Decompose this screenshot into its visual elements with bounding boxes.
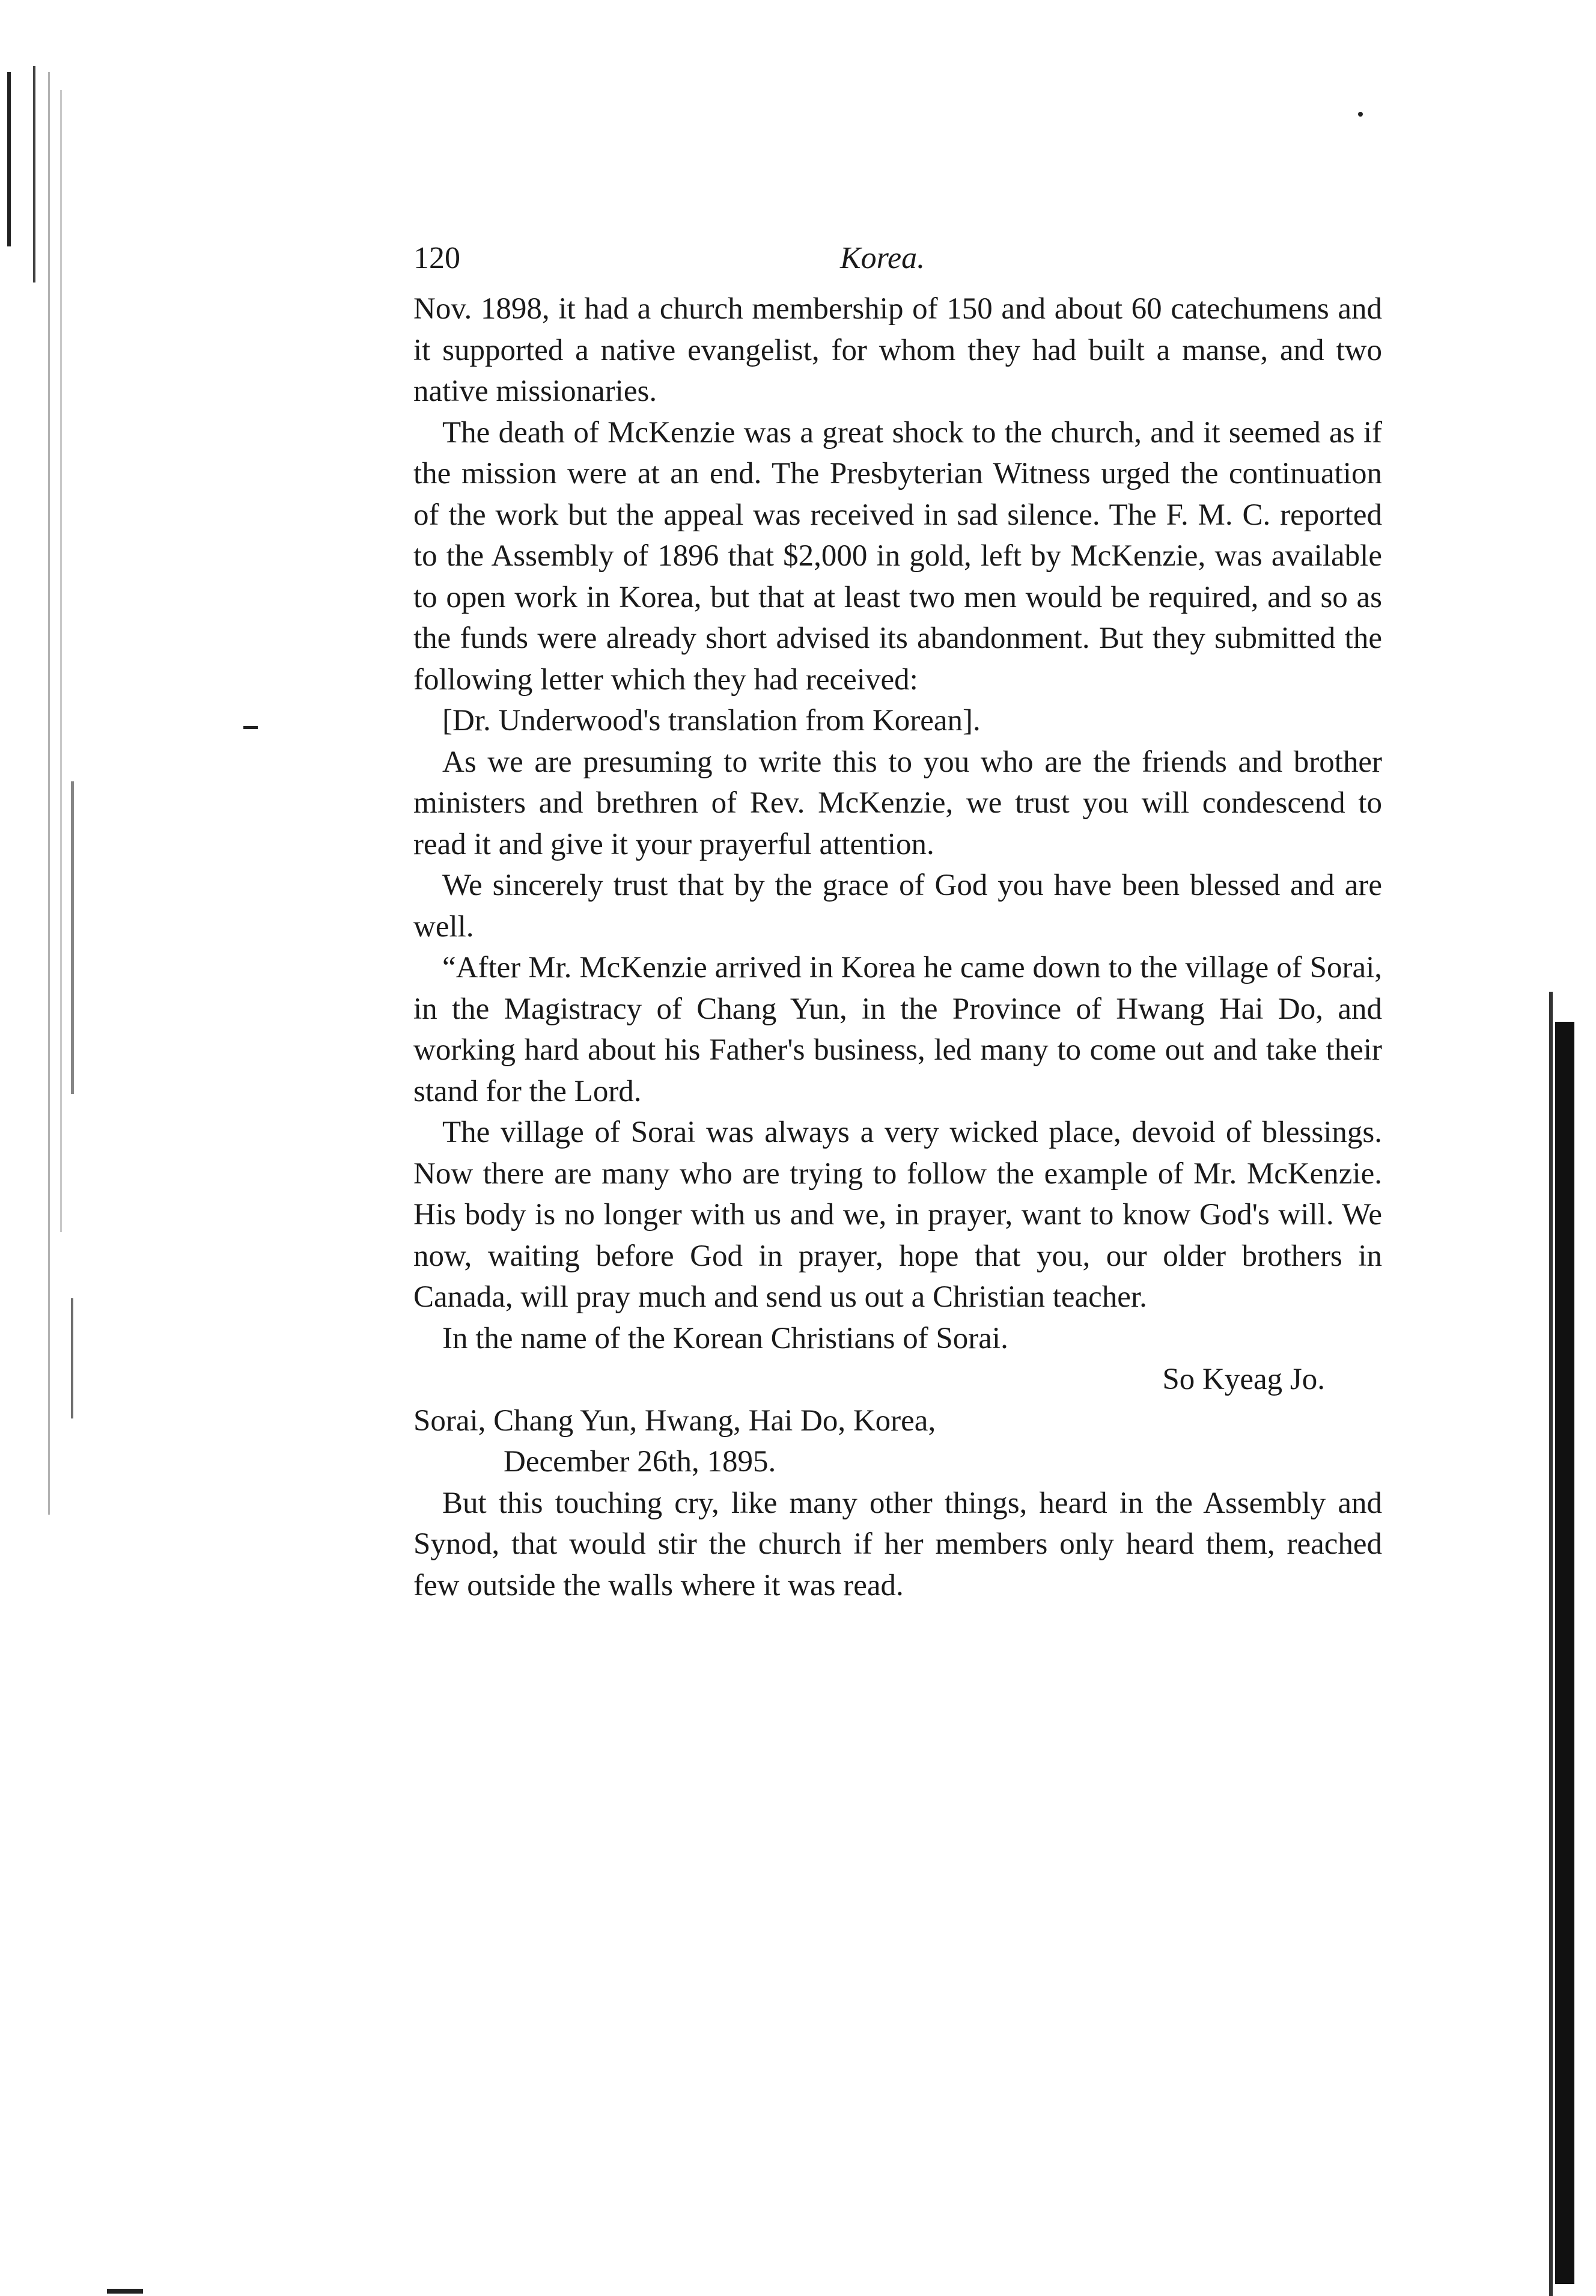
book-page xyxy=(413,240,1382,1606)
letter-place: Sorai, Chang Yun, Hwang, Hai Do, Korea, xyxy=(413,1403,936,1438)
scan-edge-mark xyxy=(71,781,74,1094)
page-number: 120 xyxy=(413,241,460,275)
scan-edge-mark xyxy=(60,90,62,1232)
paragraph: The village of Sorai was always a very wicked place, devoid of blessings. Now there are many who are trying to follow the example of Mr. McKenzie. His body is no longer with us and we, in prayer, want to know God's will. We now, waiting before God in prayer, hope that you, our older brothers in Canada, will pray much and send us out a Christian teacher. xyxy=(413,1116,1382,1314)
paragraph: The death of McKenzie was a great shock to the church, and it seemed as if the mission were at an end. The Presbyterian Witness urged the continuation of the work but the appeal was received in sad silence. The F. M. C. reported to the Assembly of 1896 that $2,000 in gold, left by McKenzie, was available to open work in Korea, but that at least two men would be required, and so as the funds were already short advised its abandonment. But they submitted the following letter which they had received: xyxy=(413,415,1382,697)
scan-speck xyxy=(1358,112,1363,117)
paragraph: Nov. 1898, it had a church membership of 150 and about 60 catechumens and it supported a native evangelist, for whom they had built a manse, and two native missionaries. xyxy=(413,292,1382,408)
binding-shadow xyxy=(1549,992,1553,2296)
letter-date: December 26th, 1895. xyxy=(504,1445,776,1479)
scan-edge-mark xyxy=(33,66,35,282)
scan-edge-mark xyxy=(7,72,11,246)
closing-paragraph: But this touching cry, like many other things, heard in the Assembly and Synod, that would stir the church if her members only heard them, reached few outside the walls where it was read. xyxy=(413,1486,1382,1602)
scan-speck xyxy=(107,2289,143,2294)
running-head xyxy=(413,240,1382,289)
paragraph: “After Mr. McKenzie arrived in Korea he came down to the village of Sorai, in the Magistracy of Chang Yun, in the Province of Hwang Hai Do, and working hard about his Father's business, led many to come out and take their stand for the Lord. xyxy=(413,951,1382,1108)
paragraph: As we are presuming to write this to you who are the friends and brother ministers and brethren of Rev. McKenzie, we trust you will condescend to read it and give it your prayerful attention. xyxy=(413,745,1382,861)
paragraph: [Dr. Underwood's translation from Korean]. xyxy=(442,704,981,737)
binding-shadow xyxy=(1555,1022,1574,2284)
scan-edge-mark xyxy=(48,72,50,1515)
paragraph: We sincerely trust that by the grace of God you have been blessed and are well. xyxy=(413,869,1382,944)
letter-signature: So Kyeag Jo. xyxy=(1162,1363,1325,1396)
scan-edge-mark xyxy=(71,1298,73,1418)
page-body xyxy=(413,289,1382,1606)
paragraph: In the name of the Korean Christians of Sorai. xyxy=(442,1321,1008,1355)
running-title: Korea. xyxy=(840,241,925,275)
scan-speck xyxy=(243,726,258,729)
